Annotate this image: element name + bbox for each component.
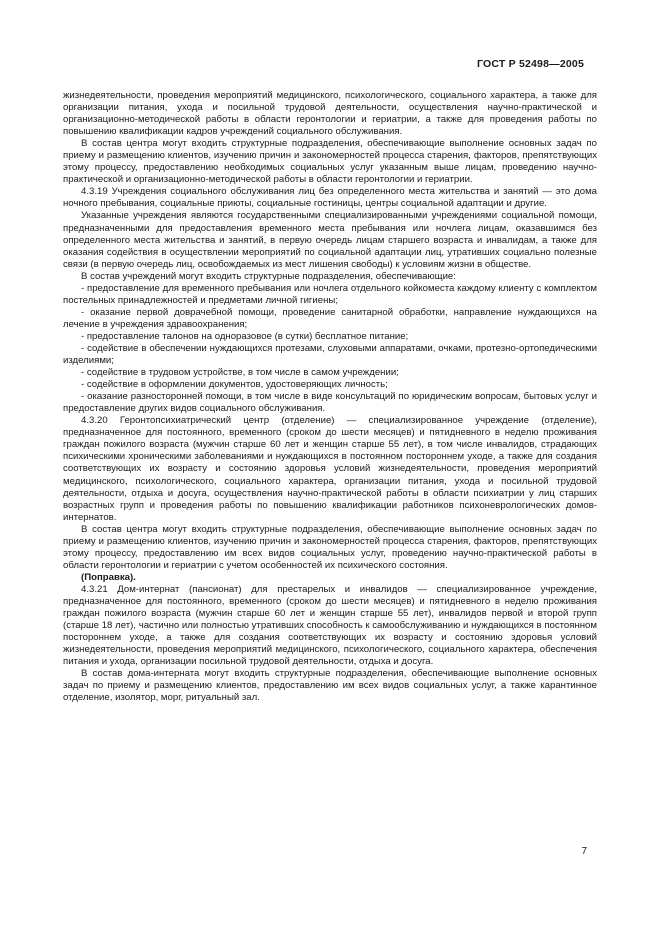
paragraph-list-3: - предоставление талонов на одноразовое (в сутки) бесплатное питание; [81,330,409,342]
paragraph-institutions: Указанные учреждения являются государственными специализированными учреждениями социальной помощи, предназначенными для предоставления временного места пребывания или ночлега лицам, оказавшимся без определенного места жительства и занятий, в первую очередь лицам старшего возраста и инвалидам, а также для оказания содействия в осуществлении мероприятий по социальной адаптации лиц, утративших социально полезные связи (в первую очередь лиц, освобождаемых из мест лишения свободы) к условиям жизни в обществе. [63,210,597,270]
paragraph-center-units-2: В состав центра могут входить структурные подразделения, обеспечивающие выполнение основных задач по приему и размещению клиентов, изучению причин и закономерностей процесса старения, факторов, препятствующих этому процессу, предоставлению им всех видов социальных услуг, проведению научно-практической работы в области геронтологии и гериатрии с учетом особенностей их психического состояния. [63,523,597,571]
paragraph-4-3-20: 4.3.20 Геронтопсихиатрический центр (отделение) — специализированное учреждение (отделение), предназначенное для постоянного, временного (сроком до шести месяцев) и пятидневного в неделю проживания граждан пожилого возраста (мужчин старше 60 лет и женщин старше 55 лет), в том числе инвалидов, страдающих психическими хроническими заболеваниями и нуждающихся в постоянном постороннем уходе, а также для создания соответствующих их возрасту и состоянию здоровья условий жизнедеятельности, проведения мероприятий медицинского, психологического, социального характера, организации питания, ухода и посильной трудовой деятельности, отдыха и досуга, осуществления научно-практической работы в области психиатрии у лиц старших возрастных групп и проведения работы по повышению квалификации работников психоневрологических домов-интернатов. [63,415,597,523]
standard-number: ГОСТ Р 52498—2005 [476,58,584,70]
paragraph-list-7: - оказание разносторонней помощи, в том числе в виде консультаций по юридическим вопросам, бытовых услуг и предоставление других видов социального обслуживания. [63,391,597,415]
paragraph-institution-units: В состав учреждений могут входить структурные подразделения, обеспечивающие: [81,270,456,282]
paragraph-list-1: - предоставление для временного пребывания или ночлега отдельного койкоместа каждому клиенту с комплектом постельных принадлежностей и предметами личной гигиены; [63,282,597,306]
paragraph-continuation: жизнедеятельности, проведения мероприятий медицинского, психологического, социального характера, а также для организации питания, ухода и посильной трудовой деятельности, осуществления научно-практической и организационно-методической работы в области геронтологии и гериатрии, а также для проведения работы по повышению квалификации кадров учреждений социального обслуживания. [63,90,597,138]
document-body [63,90,597,704]
paragraph-4-3-19: 4.3.19 Учреждения социального обслуживания лиц без определенного места жительства и занятий — это дома ночного пребывания, социальные приюты, социальные гостиницы, центры социальной адаптации и другие. [63,186,597,210]
page-number: 7 [581,846,587,857]
paragraph-list-2: - оказание первой доврачебной помощи, проведение санитарной обработки, направление нуждающихся на лечение в учреждения здравоохранения; [63,306,597,330]
paragraph-center-units: В состав центра могут входить структурные подразделения, обеспечивающие выполнение основных задач по приему и размещению клиентов, изучению причин и закономерностей процесса старения, факторов, препятствующих этому процессу, предоставлению необходимых социальных услуг указанным выше лицам, проведению научно-практической и организационно-методической работы в области геронтологии и гериатрии. [63,138,597,186]
paragraph-amendment: (Поправка). [81,571,136,583]
paragraph-4-3-21: 4.3.21 Дом-интернат (пансионат) для престарелых и инвалидов — специализированное учреждение, предназначенное для постоянного, временного (сроком до шести месяцев) и пятидневного в неделю проживания граждан пожилого возраста (мужчин старше 60 лет и женщин старше 55 лет), инвалидов первой и второй групп (старше 18 лет), частично или полностью утративших способность к самообслуживанию и нуждающихся в постоянном постороннем уходе, а также для создания соответствующих их возрасту и состоянию здоровья условий жизнедеятельности, проведения мероприятий медицинского, психологического, социального характера, обеспечения питания и ухода, организации посильной трудовой деятельности, отдыха и досуга. [63,583,597,668]
document-header [477,58,584,70]
paragraph-list-5: - содействие в трудовом устройстве, в том числе в самом учреждении; [81,367,399,379]
paragraph-home-units: В состав дома-интерната могут входить структурные подразделения, обеспечивающие выполнение основных задач по приему и размещению клиентов, предоставлению им всех видов социальных услуг, а также карантинное отделение, изолятор, морг, ритуальный зал. [63,668,597,704]
paragraph-list-4: - содействие в обеспечении нуждающихся протезами, слуховыми аппаратами, очками, протезно-ортопедическими изделиями; [63,342,597,367]
paragraph-list-6: - содействие в оформлении документов, удостоверяющих личность; [81,379,388,391]
